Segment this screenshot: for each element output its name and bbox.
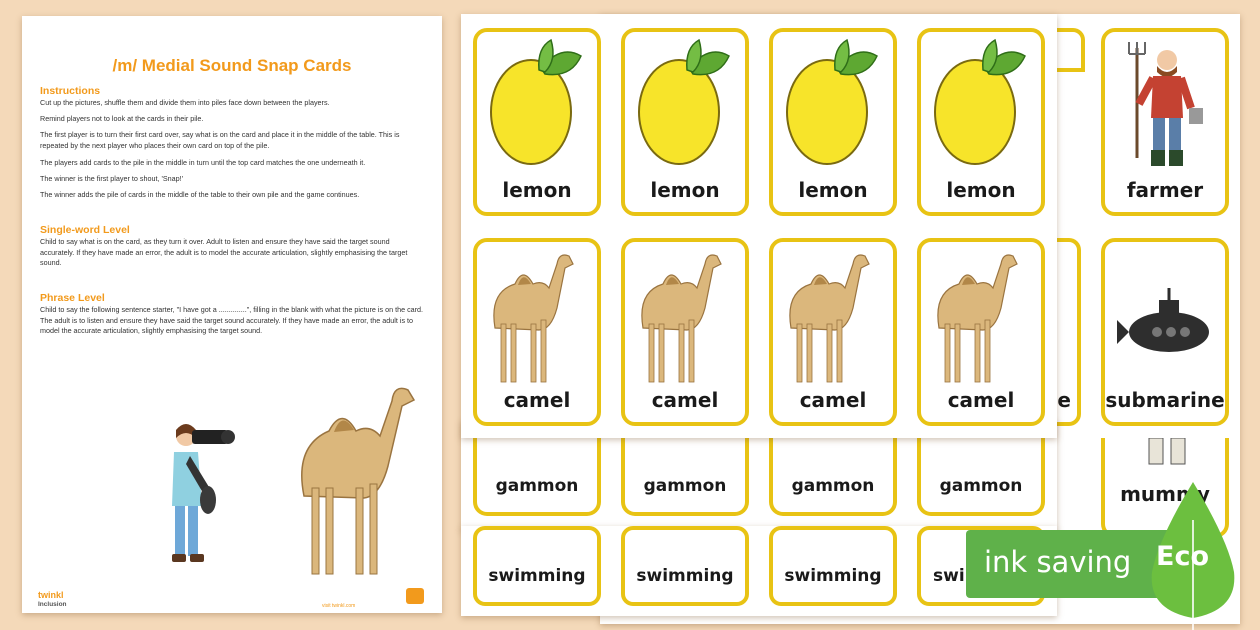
footer-url: visit twinkl.com (322, 603, 356, 609)
single-word-heading: Single-word Level (40, 224, 130, 236)
instruction-6: The winner adds the pile of cards in the middle of the table to their own pile and the game continues. (40, 190, 360, 199)
lemon-icon (633, 38, 737, 176)
camel-icon (929, 248, 1033, 386)
card-lemon[interactable] (621, 28, 749, 216)
card-word: camel (651, 388, 719, 412)
camel-icon (485, 248, 589, 386)
card-word-partial: e (1057, 388, 1071, 412)
card-word: gammon (495, 476, 579, 496)
phrase-text: Child to say the following sentence starter, "I have got a ..............", filling in the blank with what the picture is on the card. The adult is to listen and ensure they have said the target sound accurately. If they have made an error, the adult is to model the accurate articulation, slightly emphasising the target sound. (40, 305, 424, 335)
instruction-4: The players add cards to the pile in the middle in turn until the top card matches the one underneath it. (40, 158, 366, 167)
inclusion-logo: Inclusion (38, 601, 67, 608)
card-swimming[interactable] (473, 526, 601, 606)
card-word: swimming (636, 566, 734, 586)
mummy-icon (1139, 438, 1199, 468)
card-farmer[interactable] (1101, 28, 1229, 216)
card-camel[interactable] (769, 238, 897, 426)
twinkl-badge-icon (406, 588, 424, 604)
card-word: lemon (946, 178, 1016, 202)
card-lemon[interactable] (473, 28, 601, 216)
card-word: camel (947, 388, 1015, 412)
card-lemon[interactable] (769, 28, 897, 216)
card-word: lemon (502, 178, 572, 202)
lemon-icon (929, 38, 1033, 176)
card-word: gammon (939, 476, 1023, 496)
card-word: camel (799, 388, 867, 412)
twinkl-logo: twinkl (38, 590, 64, 600)
card-camel[interactable] (473, 238, 601, 426)
card-word: swimming (488, 566, 586, 586)
card-swimming[interactable] (769, 526, 897, 606)
lemon-icon (485, 38, 589, 176)
instruction-sheet (22, 16, 442, 613)
card-word: lemon (650, 178, 720, 202)
front-card-sheet (461, 14, 1057, 438)
eco-label: Eco (1156, 541, 1209, 572)
card-word: lemon (798, 178, 868, 202)
card-word: gammon (643, 476, 727, 496)
card-word: farmer (1126, 178, 1204, 202)
submarine-icon (1113, 248, 1217, 386)
instruction-5: The winner is the first player to shout, 'Snap!' (40, 174, 183, 183)
instruction-1: Cut up the pictures, shuffle them and divide them into piles face down between the players. (40, 98, 330, 107)
partial-card-edge (1055, 28, 1085, 72)
card-lemon[interactable] (917, 28, 1045, 216)
partial-card-edge (1055, 238, 1081, 426)
card-camel[interactable] (917, 238, 1045, 426)
photographer-illustration (162, 416, 242, 576)
card-camel[interactable] (621, 238, 749, 426)
phrase-heading: Phrase Level (40, 292, 105, 304)
card-word: mummy (1120, 482, 1210, 506)
instruction-2: Remind players not to look at the cards in their pile. (40, 114, 204, 123)
page-title: /m/ Medial Sound Snap Cards (112, 56, 352, 75)
camel-illustration (284, 376, 424, 586)
ink-saving-text: ink saving (984, 545, 1132, 579)
instruction-3: The first player is to turn their first card over, say what is on the card and place it in the middle of the table. This is repeated by the next player who places their own card on top of the pile. (40, 130, 400, 150)
card-word: gammon (791, 476, 875, 496)
card-swimming[interactable] (621, 526, 749, 606)
card-word: swi (933, 566, 965, 586)
farmer-icon (1113, 38, 1217, 176)
camel-icon (633, 248, 737, 386)
card-submarine[interactable] (1101, 238, 1229, 426)
single-word-text: Child to say what is on the card, as they turn it over. Adult to listen and ensure they have said the target sound accurately. If they have made an error, the adult is to model the accurate articulation, slightly emphasising the target sound. (40, 237, 408, 267)
camel-icon (781, 248, 885, 386)
instructions-heading: Instructions (40, 85, 101, 97)
lemon-icon (781, 38, 885, 176)
card-word: camel (503, 388, 571, 412)
card-word: swimming (784, 566, 882, 586)
card-word: submarine (1105, 388, 1225, 412)
